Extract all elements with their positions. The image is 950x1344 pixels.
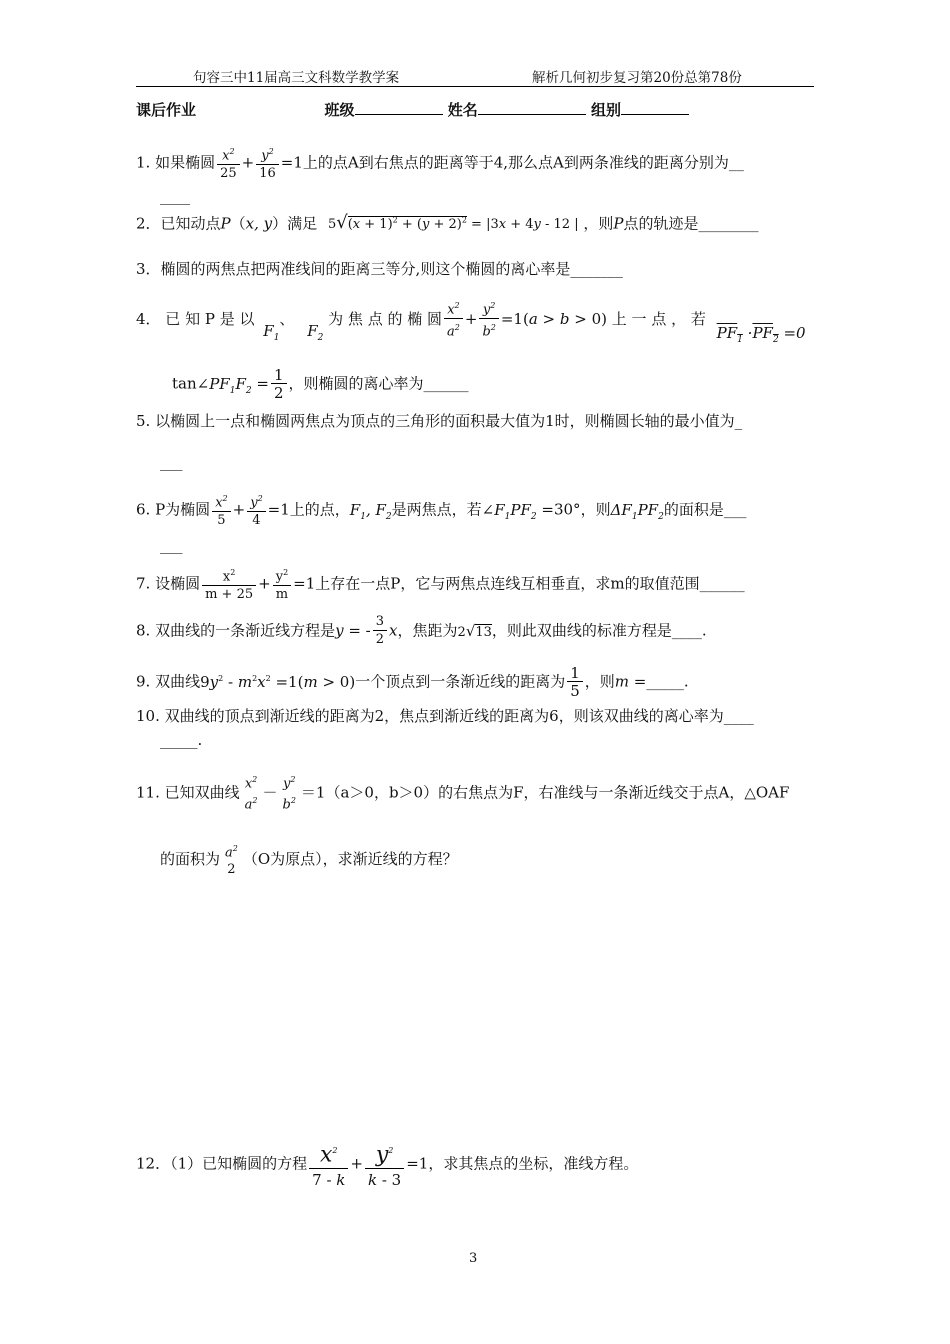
- q10-continuation: _____.: [160, 731, 203, 749]
- homework-label: 课后作业: [136, 101, 197, 119]
- question-1: 1. 如果椭圆 $\frac{x^2}{25}$ + $\frac{y^2}{16}$ =1上的点A到右焦点的距离等于4,那么点A到两条准线的距离分别为__: [136, 144, 744, 183]
- group-blank: [621, 100, 689, 115]
- q5-continuation: ___: [160, 453, 183, 471]
- q4-half: $\frac{1}{2}$: [271, 367, 287, 402]
- group-label: 组别: [590, 101, 621, 119]
- q6-x-term: $\frac{x^2}{5}$: [212, 491, 230, 530]
- q1-ellipse-y-term: $\frac{y^2}{16}$: [256, 144, 279, 183]
- question-10: 10. 双曲线的顶点到渐近线的距离为2，焦点到渐近线的距离为6，则该双曲线的离心率为____: [136, 707, 754, 725]
- q7-x-term: $\frac{x^2}{m + 25}$: [202, 565, 256, 604]
- name-label: 姓名: [447, 101, 478, 119]
- q4-dot-product: $PF_1 \cdot PF_2 =0$: [716, 323, 806, 345]
- q7-y-term: $\frac{y^2}{m}$: [273, 565, 291, 604]
- question-3: 3．椭圆的两焦点把两准线间的距离三等分,则这个椭圆的离心率是_______: [136, 260, 623, 278]
- q8-slope: $\frac{3}{2}$: [373, 614, 387, 649]
- question-5: 5. 以椭圆上一点和椭圆两焦点为顶点的三角形的面积最大值为1时，则椭圆长轴的最小值为_: [136, 412, 743, 430]
- question-6: 6. P为椭圆 $\frac{x^2}{5}$ + $\frac{y^2}{4}$ =1上的点，$F_1$, $F_2$是两焦点，若$\angle F_1PF_2 =30^\circ$，则$\Delta F_1PF_2$的面积是___: [136, 491, 746, 530]
- class-blank: [355, 100, 443, 115]
- q12-y-term: $y^2$ k - 3: [365, 1138, 404, 1191]
- question-8: 8. 双曲线的一条渐近线方程是y = - $\frac{3}{2}$ x，焦距为2√13，则此双曲线的标准方程是____.: [136, 614, 707, 647]
- q1-continuation: ____: [160, 187, 190, 205]
- question-4: 4． 已 知 P 是 以 $F_1$、 $F_2$ 为 焦 点 的 椭 圆 $\frac{x^2}{a^2}$ + $\frac{y^2}{b^2}$ =1(a > b > 0) 上 一 点 ， 若 $PF_1 \cdot PF_2 =0$: [136, 298, 806, 342]
- q6-continuation: ___: [160, 536, 183, 554]
- q12-x-term: $x^2$ 7 - k: [309, 1138, 348, 1191]
- question-12: 12．（1）已知椭圆的方程 $x^2$ 7 - k + $y^2$ k - 3 =1，求其焦点的坐标，准线方程。: [136, 1138, 638, 1191]
- question-4-cont: $\tan\angle PF_1F_2$ = $\frac{1}{2}$ ，则椭圆的离心率为______: [172, 366, 469, 402]
- title-line: [136, 100, 689, 120]
- header-right: 解析几何初步复习第20份总第78份: [532, 70, 742, 86]
- q11-y-term: $y^2$ $b^2$: [282, 775, 296, 813]
- q2-equation: $5√(x + 1)^2 + (y + 2)^2 = |3x + 4y - 12$ |: [327, 212, 579, 234]
- q4-x-term: $\frac{x^2}{a^2}$: [444, 298, 463, 342]
- page-header: [136, 66, 814, 87]
- question-9: 9. 双曲线$9y^2 - m^2x^2 =1(m > 0)$一个顶点到一条渐近线的距离为 $\frac{1}{5}$ ，则m =_____.: [136, 664, 689, 700]
- question-11: 11. 已知双曲线 $x^2$ $a^2$ － $y^2$ $b^2$ ＝1（a＞0，b＞0）的右焦点为F，右准线与一条渐近线交于点A，△OAF: [136, 772, 789, 815]
- page-number: 3: [469, 1251, 478, 1266]
- q11-area: $a^2$ 2: [225, 844, 238, 878]
- question-2: 2．已知动点P（x, y）满足 $5√(x + 1)^2 + (y + 2)^2 = |3x + 4y - 12$ | ，则P点的轨迹是________: [136, 212, 759, 234]
- class-label: 班级: [324, 101, 355, 119]
- q1-ellipse-x-term: $\frac{x^2}{25}$: [217, 144, 240, 183]
- name-blank: [478, 100, 586, 115]
- header-left: 句容三中11届高三文科数学教学案: [193, 70, 400, 86]
- q4-y-term: $\frac{y^2}{b^2}$: [479, 298, 498, 342]
- question-11-cont: 的面积为 $a^2$ 2 （O为原点），求渐近线的方程？: [160, 841, 458, 879]
- question-7: 7. 设椭圆 $\frac{x^2}{m + 25}$ + $\frac{y^2}{m}$ =1上存在一点P，它与两焦点连线互相垂直，求m的取值范围______: [136, 565, 745, 604]
- q6-y-term: $\frac{y^2}{4}$: [247, 491, 265, 530]
- q9-fraction: $\frac{1}{5}$: [567, 665, 583, 700]
- q11-x-term: $x^2$ $a^2$: [244, 775, 258, 813]
